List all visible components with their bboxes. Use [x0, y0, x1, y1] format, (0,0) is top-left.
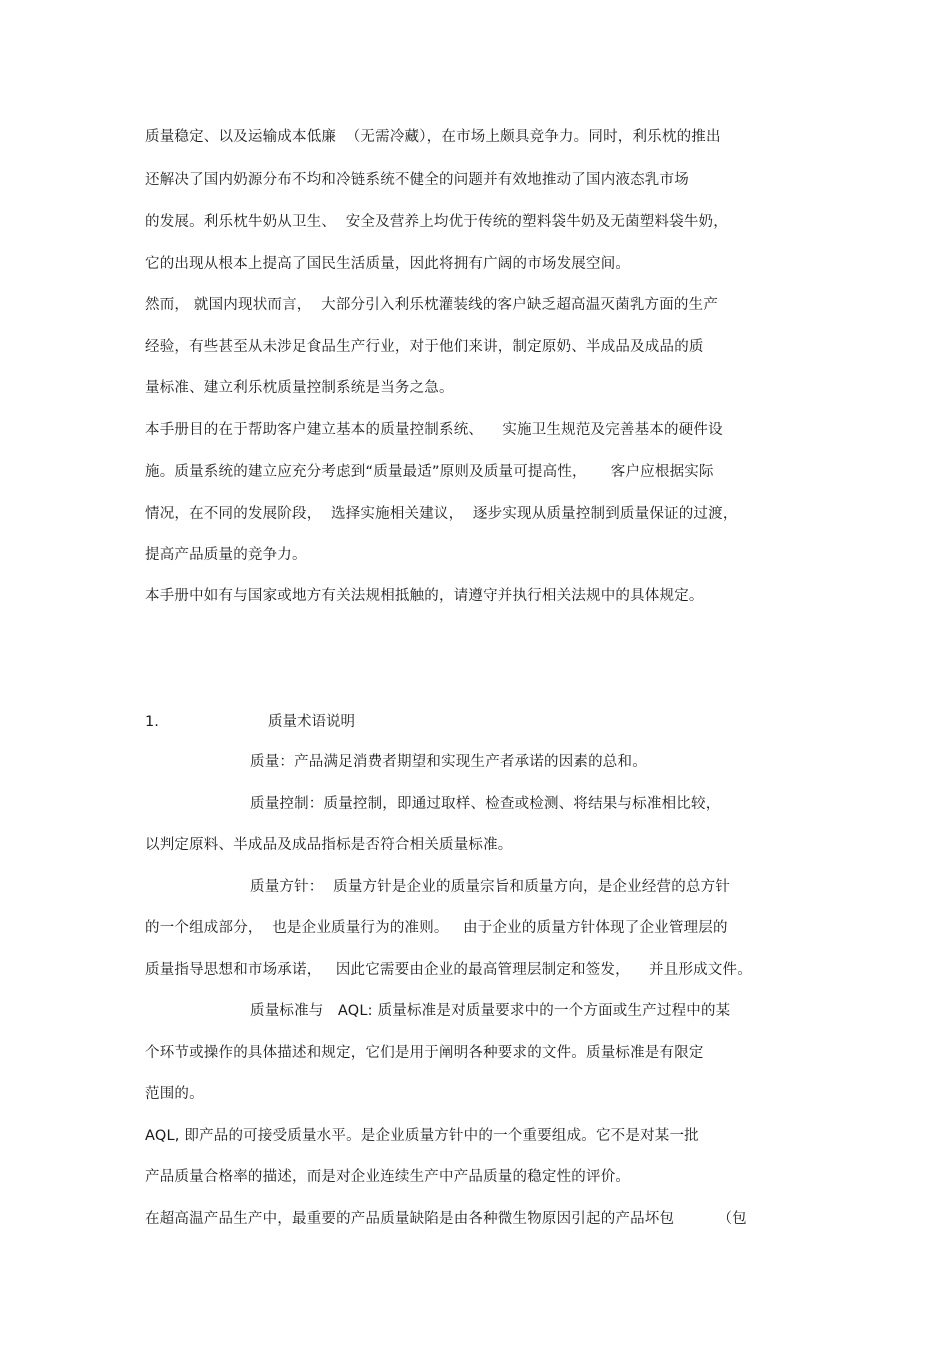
uht-paragraph: 在超高温产品生产中，最重要的产品质量缺陷是由各种微生物原因引起的产品坏包 （包: [145, 1211, 747, 1227]
definition-quality: 质量：产品满足消费者期望和实现生产者承诺的因素的总和。: [250, 754, 647, 770]
paragraph-line: 经验，有些甚至从未涉足食品生产行业，对于他们来讲，制定原奶、半成品及成品的质: [145, 339, 704, 355]
definition-qc: 质量控制：质量控制，即通过取样、检查或检测、将结果与标准相比较，: [250, 796, 721, 812]
definition-standard: 质量标准与 AQL: 质量标准是对质量要求中的一个方面或生产过程中的某: [250, 1003, 731, 1019]
paragraph-line: 质量稳定、以及运输成本低廉 （无需冷藏），在市场上颇具竞争力。同时，利乐枕的推出: [145, 129, 721, 145]
definition-aql: AQL, 即产品的可接受质量水平。是企业质量方针中的一个重要组成。它不是对某一批: [145, 1128, 699, 1144]
paragraph-line: 施。质量系统的建立应充分考虑到“质量最适”原则及质量可提高性， 客户应根据实际: [145, 464, 714, 480]
paragraph-line: 的发展。利乐枕牛奶从卫生、 安全及营养上均优于传统的塑料袋牛奶及无菌塑料袋牛奶，: [145, 214, 728, 230]
paragraph-line: 量标准、建立利乐枕质量控制系统是当务之急。: [145, 380, 454, 396]
paragraph-line: 本手册目的在于帮助客户建立基本的质量控制系统、 实施卫生规范及完善基本的硬件设: [145, 422, 723, 438]
paragraph-line: 然而， 就国内现状而言， 大部分引入利乐枕灌装线的客户缺乏超高温灭菌乳方面的生产: [145, 297, 719, 313]
paragraph-line: 它的出现从根本上提高了国民生活质量，因此将拥有广阔的市场发展空间。: [145, 256, 631, 272]
paragraph-line: 提高产品质量的竞争力。: [145, 547, 307, 563]
paragraph-line: 还解决了国内奶源分布不均和冷链系统不健全的问题并有效地推动了国内液态乳市场: [145, 172, 689, 188]
definition-policy-cont: 质量指导思想和市场承诺， 因此它需要由企业的最高管理层制定和签发， 并且形成文件。: [145, 962, 752, 978]
definition-standard-cont: 范围的。: [145, 1086, 204, 1102]
paragraph-line: 本手册中如有与国家或地方有关法规相抵触的，请遵守并执行相关法规中的具体规定。: [145, 588, 704, 604]
section-number: 1.: [145, 714, 159, 730]
definition-standard-cont: 个环节或操作的具体描述和规定，它们是用于阐明各种要求的文件。质量标准是有限定: [145, 1045, 704, 1061]
definition-aql-cont: 产品质量合格率的描述，而是对企业连续生产中产品质量的稳定性的评价。: [145, 1169, 631, 1185]
definition-policy-cont: 的一个组成部分， 也是企业质量行为的准则。 由于企业的质量方针体现了企业管理层的: [145, 920, 728, 936]
definition-qc-cont: 以判定原料、半成品及成品指标是否符合相关质量标准。: [145, 837, 513, 853]
paragraph-line: 情况，在不同的发展阶段， 选择实施相关建议， 逐步实现从质量控制到质量保证的过渡，: [145, 506, 738, 522]
section-title: 质量术语说明: [268, 714, 355, 730]
definition-policy: 质量方针： 质量方针是企业的质量宗旨和质量方向，是企业经营的总方针: [250, 879, 731, 895]
